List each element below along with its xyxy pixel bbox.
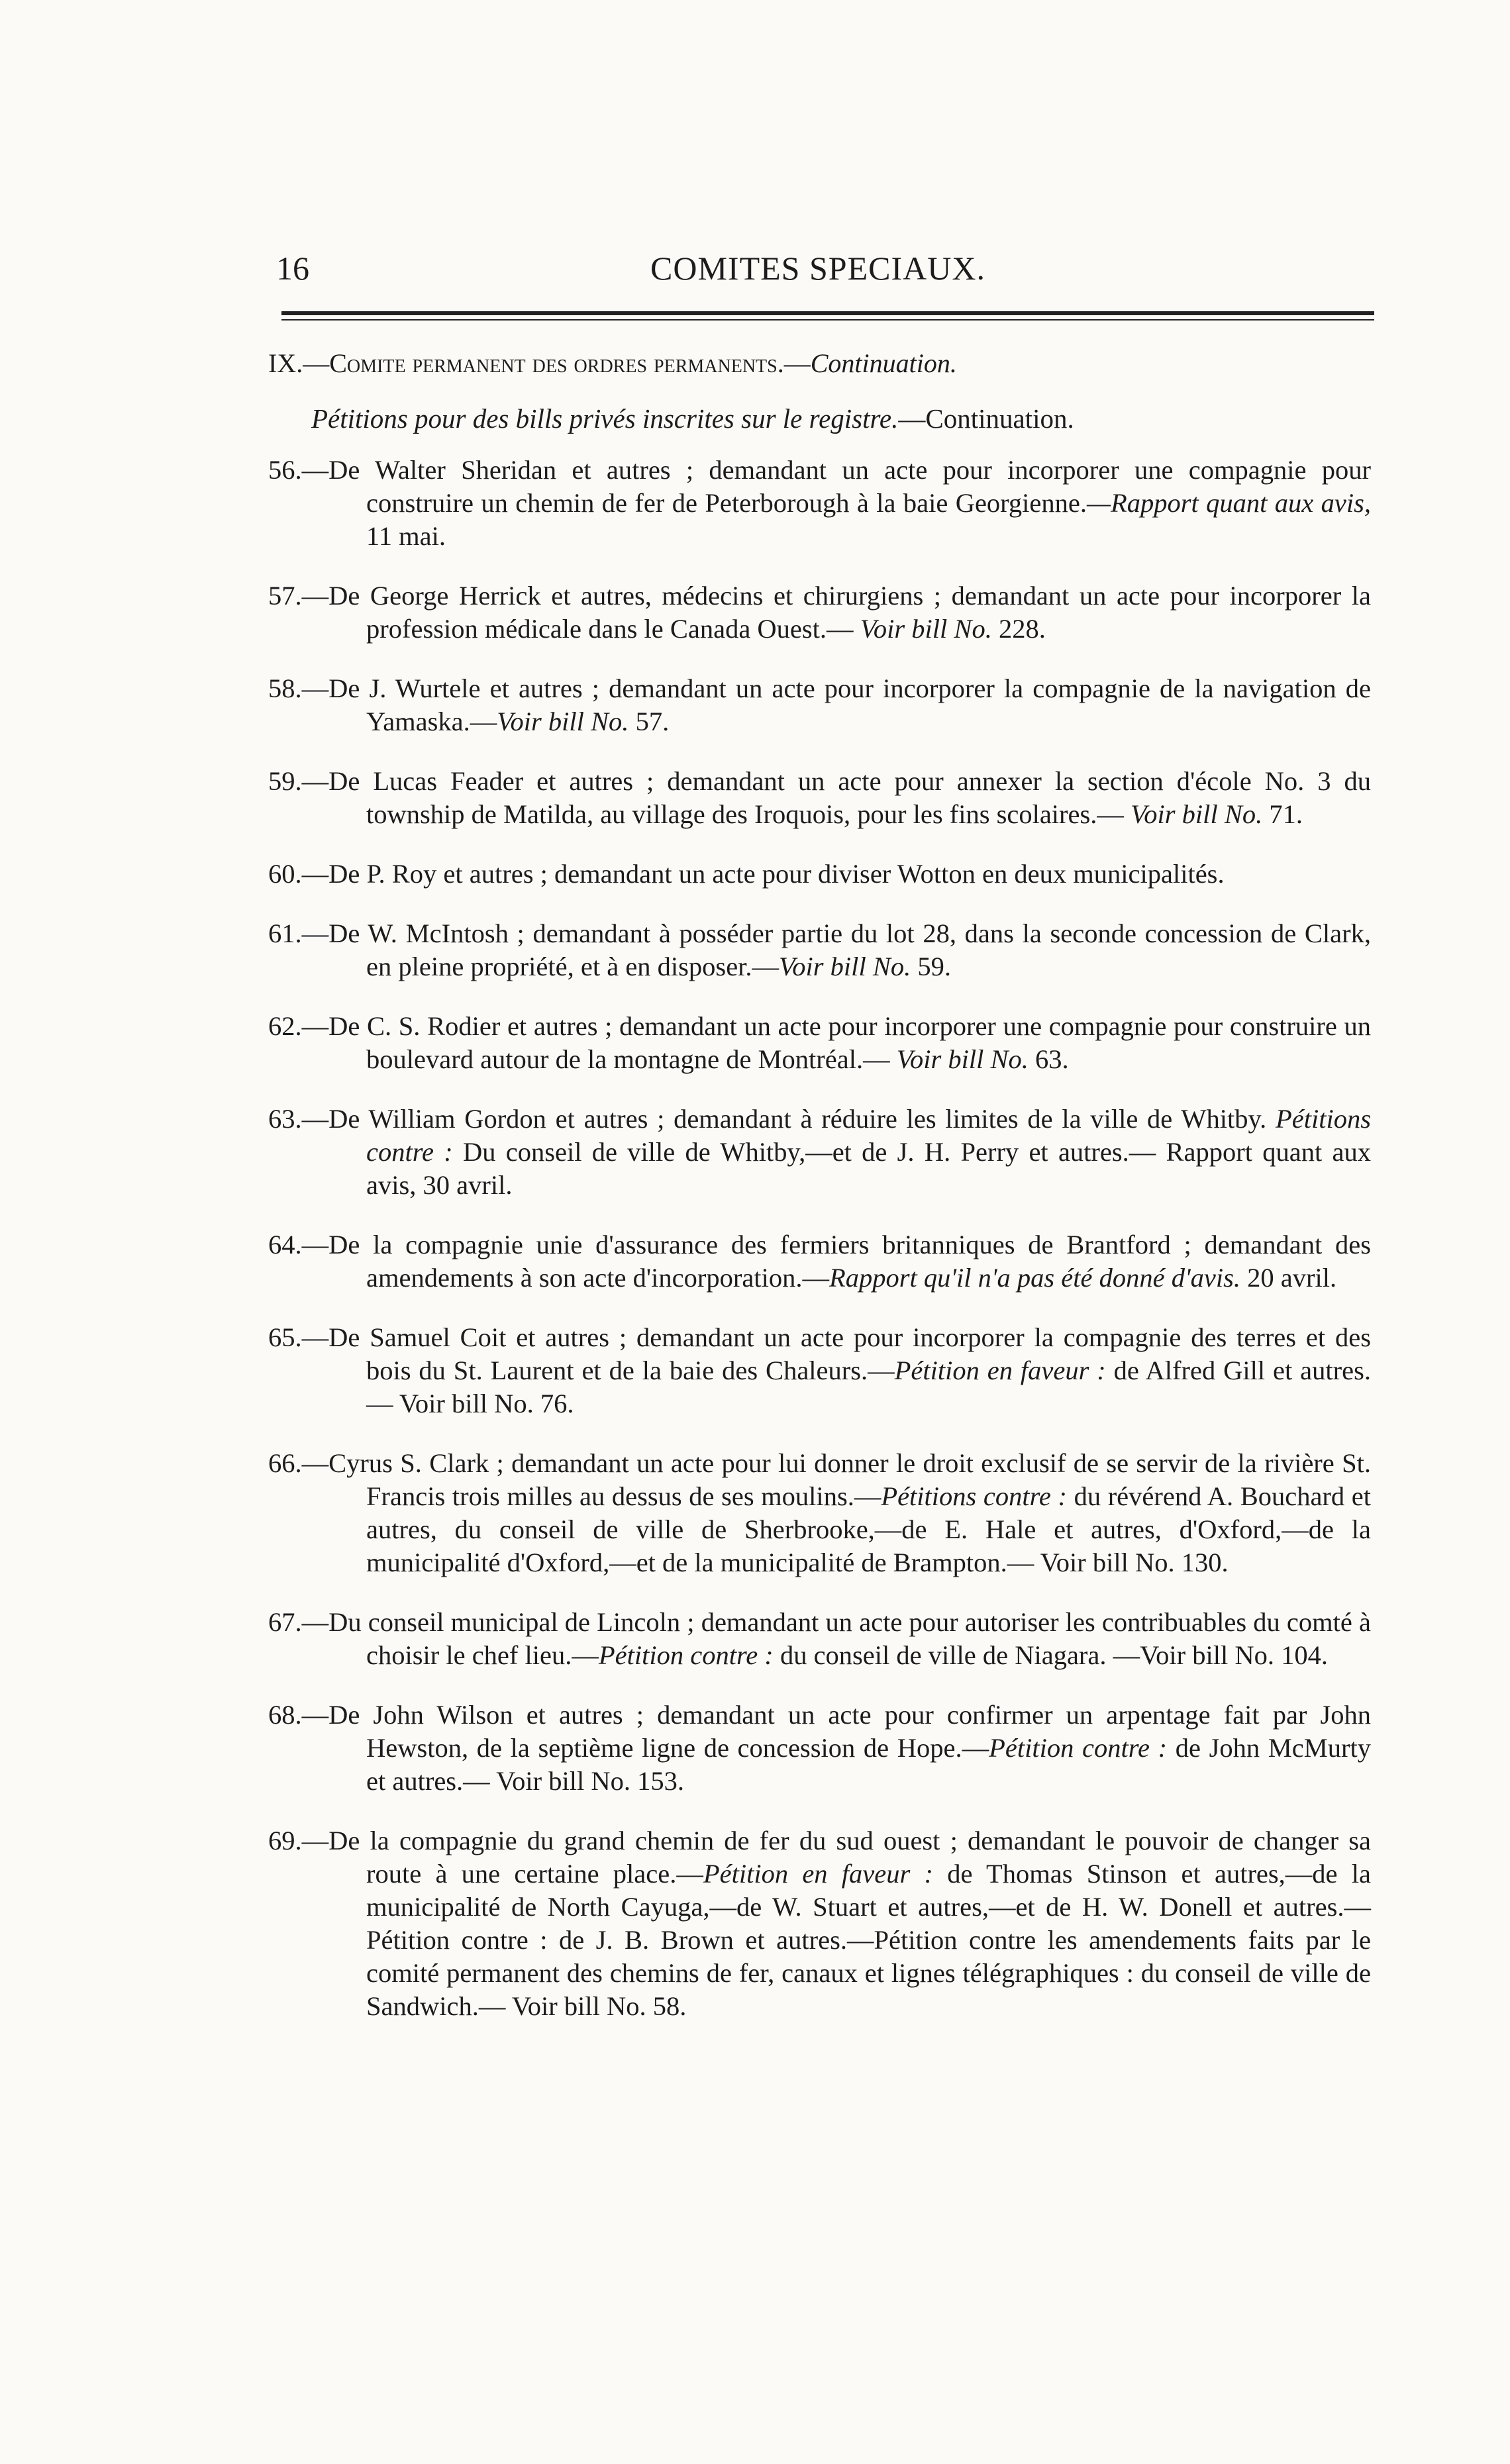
entry-number: 60. bbox=[268, 859, 302, 889]
petition-entry-68 bbox=[268, 1699, 1371, 1798]
entry-text: —Cyrus S. Clark ; demandant un acte pour lui donner le droit exclusif de se servir de la rivière St. Francis trois milles au dessus de ses moulins.— bbox=[301, 1448, 1371, 1511]
entry-number: 57. bbox=[268, 581, 302, 611]
entry-emphasis: Pétition en faveur : bbox=[703, 1859, 933, 1889]
entry-text: —De George Herrick et autres, médecins et chirurgiens ; demandant un acte pour incorporer la profession médicale dans le Canada Ouest.— bbox=[301, 581, 1371, 644]
entry-tail: 63. bbox=[1028, 1044, 1069, 1074]
entry-emphasis: Voir bill No. bbox=[497, 707, 629, 736]
page-header bbox=[262, 244, 1374, 290]
entry-tail: 11 mai. bbox=[366, 521, 446, 551]
page-number: 16 bbox=[276, 250, 309, 287]
entry-text: —De William Gordon et autres ; demandant à réduire les limites de la ville de Whitby. bbox=[301, 1104, 1276, 1134]
entry-number: 62. bbox=[268, 1011, 302, 1041]
entry-tail: 59. bbox=[911, 952, 951, 981]
petition-entry-57 bbox=[268, 579, 1371, 646]
section-heading-continuation: Continuation. bbox=[810, 348, 957, 378]
entry-text: —De W. McIntosh ; demandant à posséder partie du lot 28, dans la seconde concession de Clark, en pleine propriété, et à en disposer.— bbox=[301, 918, 1371, 981]
section-heading bbox=[268, 348, 957, 379]
entry-text: —De Lucas Feader et autres ; demandant un acte pour annexer la section d'école No. 3 du township de Matilda, au village des Iroquois, pour les fins scolaires.— bbox=[301, 766, 1371, 829]
header-rule-thin bbox=[281, 319, 1374, 320]
entry-tail: de John McMurty et autres.— Voir bill No. 153. bbox=[366, 1733, 1371, 1796]
entry-number: 58. bbox=[268, 673, 302, 703]
entry-text: —De Samuel Coit et autres ; demandant un acte pour incorporer la compagnie des terres et des bois du St. Laurent et de la baie des Chaleurs.— bbox=[301, 1322, 1371, 1385]
entry-emphasis: Rapport qu'il n'a pas été donné d'avis. bbox=[829, 1263, 1240, 1293]
entry-number: 69. bbox=[268, 1826, 302, 1855]
entry-text: —De P. Roy et autres ; demandant un acte pour diviser Wotton en deux municipalités. bbox=[301, 859, 1225, 889]
entry-number: 68. bbox=[268, 1700, 302, 1730]
entry-number: 56. bbox=[268, 455, 302, 485]
subheading-title: Pétitions pour des bills privés inscrites sur le registre. bbox=[311, 403, 899, 434]
entry-number: 66. bbox=[268, 1448, 302, 1478]
entry-tail: 20 avril. bbox=[1240, 1263, 1337, 1293]
entry-tail: de Thomas Stinson et autres,—de la municipalité de North Cayuga,—de W. Stuart et autres,—et de H. W. Donell et autres.—Pétition contre : de J. B. Brown et autres.—Pétition contre les amendements faits par le comité permanent des chemins de fer, canaux et lignes télégraphiques : du conseil de ville de Sandwich.— Voir bill No. 58. bbox=[366, 1859, 1371, 2021]
entry-emphasis: Pétition contre : bbox=[598, 1640, 774, 1670]
petition-entry-69 bbox=[268, 1824, 1371, 2023]
entry-emphasis: Pétitions contre : bbox=[881, 1481, 1067, 1511]
subheading-continuation: —Continuation. bbox=[898, 403, 1074, 434]
entry-emphasis: Voir bill No. bbox=[853, 614, 992, 644]
petition-entry-59 bbox=[268, 765, 1371, 831]
petition-entry-66 bbox=[268, 1447, 1371, 1579]
petition-entry-64 bbox=[268, 1228, 1371, 1295]
entry-emphasis: Voir bill No. bbox=[1123, 799, 1263, 829]
entry-number: 67. bbox=[268, 1607, 302, 1637]
entry-number: 59. bbox=[268, 766, 302, 796]
subheading bbox=[311, 403, 1074, 434]
entry-emphasis: Pétitions contre : bbox=[366, 1104, 1371, 1167]
entry-number: 61. bbox=[268, 918, 302, 948]
entry-number: 65. bbox=[268, 1322, 302, 1352]
entry-text: —De Walter Sheridan et autres ; demandant un acte pour incorporer une compagnie pour construire un chemin de fer de Peterborough à la baie Georgienne. bbox=[301, 455, 1371, 518]
entry-tail: du révérend A. Bouchard et autres, du conseil de ville de Sherbrooke,—de E. Hale et autres, d'Oxford,—de la municipalité d'Oxford,—et de la municipalité de Brampton.— Voir bill No. 130. bbox=[366, 1481, 1371, 1577]
entry-tail: Du conseil de ville de Whitby,—et de J. H. Perry et autres.— Rapport quant aux avis, 30 avril. bbox=[366, 1137, 1371, 1200]
entry-emphasis: Pétition en faveur : bbox=[894, 1355, 1106, 1385]
petition-entry-60 bbox=[268, 858, 1371, 891]
entry-text: —De la compagnie unie d'assurance des fermiers britanniques de Brantford ; demandant des amendements à son acte d'incorporation.— bbox=[301, 1230, 1371, 1293]
section-heading-prefix: IX.— bbox=[268, 348, 330, 378]
entry-text: —De J. Wurtele et autres ; demandant un acte pour incorporer la compagnie de la navigation de Yamaska.— bbox=[301, 673, 1371, 736]
entry-number: 64. bbox=[268, 1230, 302, 1259]
petition-list bbox=[268, 454, 1371, 2049]
entry-number: 63. bbox=[268, 1104, 302, 1134]
entry-emphasis: Voir bill No. bbox=[779, 952, 911, 981]
section-heading-sep: .— bbox=[777, 348, 811, 378]
running-title: COMITES SPECIAUX. bbox=[650, 250, 985, 287]
section-heading-title: Comite permanent des ordres permanents bbox=[329, 348, 778, 378]
entry-text: —De C. S. Rodier et autres ; demandant un acte pour incorporer une compagnie pour construire un boulevard autour de la montagne de Montréal.— bbox=[301, 1011, 1371, 1074]
entry-tail: du conseil de ville de Niagara. —Voir bill No. 104. bbox=[773, 1640, 1329, 1670]
entry-tail: 71. bbox=[1262, 799, 1303, 829]
header-rule-thick bbox=[281, 311, 1374, 315]
petition-entry-61 bbox=[268, 917, 1371, 983]
entry-text: —Du conseil municipal de Lincoln ; demandant un acte pour autoriser les contribuables du comté à choisir le chef lieu.— bbox=[301, 1607, 1371, 1670]
entry-text: —De John Wilson et autres ; demandant un acte pour confirmer un arpentage fait par John Hewston, de la septième ligne de concession de Hope.— bbox=[301, 1700, 1371, 1763]
petition-entry-67 bbox=[268, 1606, 1371, 1672]
entry-emphasis: Voir bill No. bbox=[889, 1044, 1029, 1074]
petition-entry-62 bbox=[268, 1010, 1371, 1076]
entry-emphasis: —Rapport quant aux avis, bbox=[1087, 488, 1372, 518]
petition-entry-63 bbox=[268, 1103, 1371, 1202]
petition-entry-56 bbox=[268, 454, 1371, 553]
entry-text: —De la compagnie du grand chemin de fer du sud ouest ; demandant le pouvoir de changer sa route à une certaine place.— bbox=[301, 1826, 1371, 1889]
petition-entry-58 bbox=[268, 672, 1371, 738]
entry-tail: de Alfred Gill et autres.— Voir bill No. 76. bbox=[366, 1355, 1372, 1418]
entry-tail: 228. bbox=[991, 614, 1046, 644]
entry-tail: 57. bbox=[629, 707, 670, 736]
entry-emphasis: Pétition contre : bbox=[989, 1733, 1168, 1763]
petition-entry-65 bbox=[268, 1321, 1371, 1420]
